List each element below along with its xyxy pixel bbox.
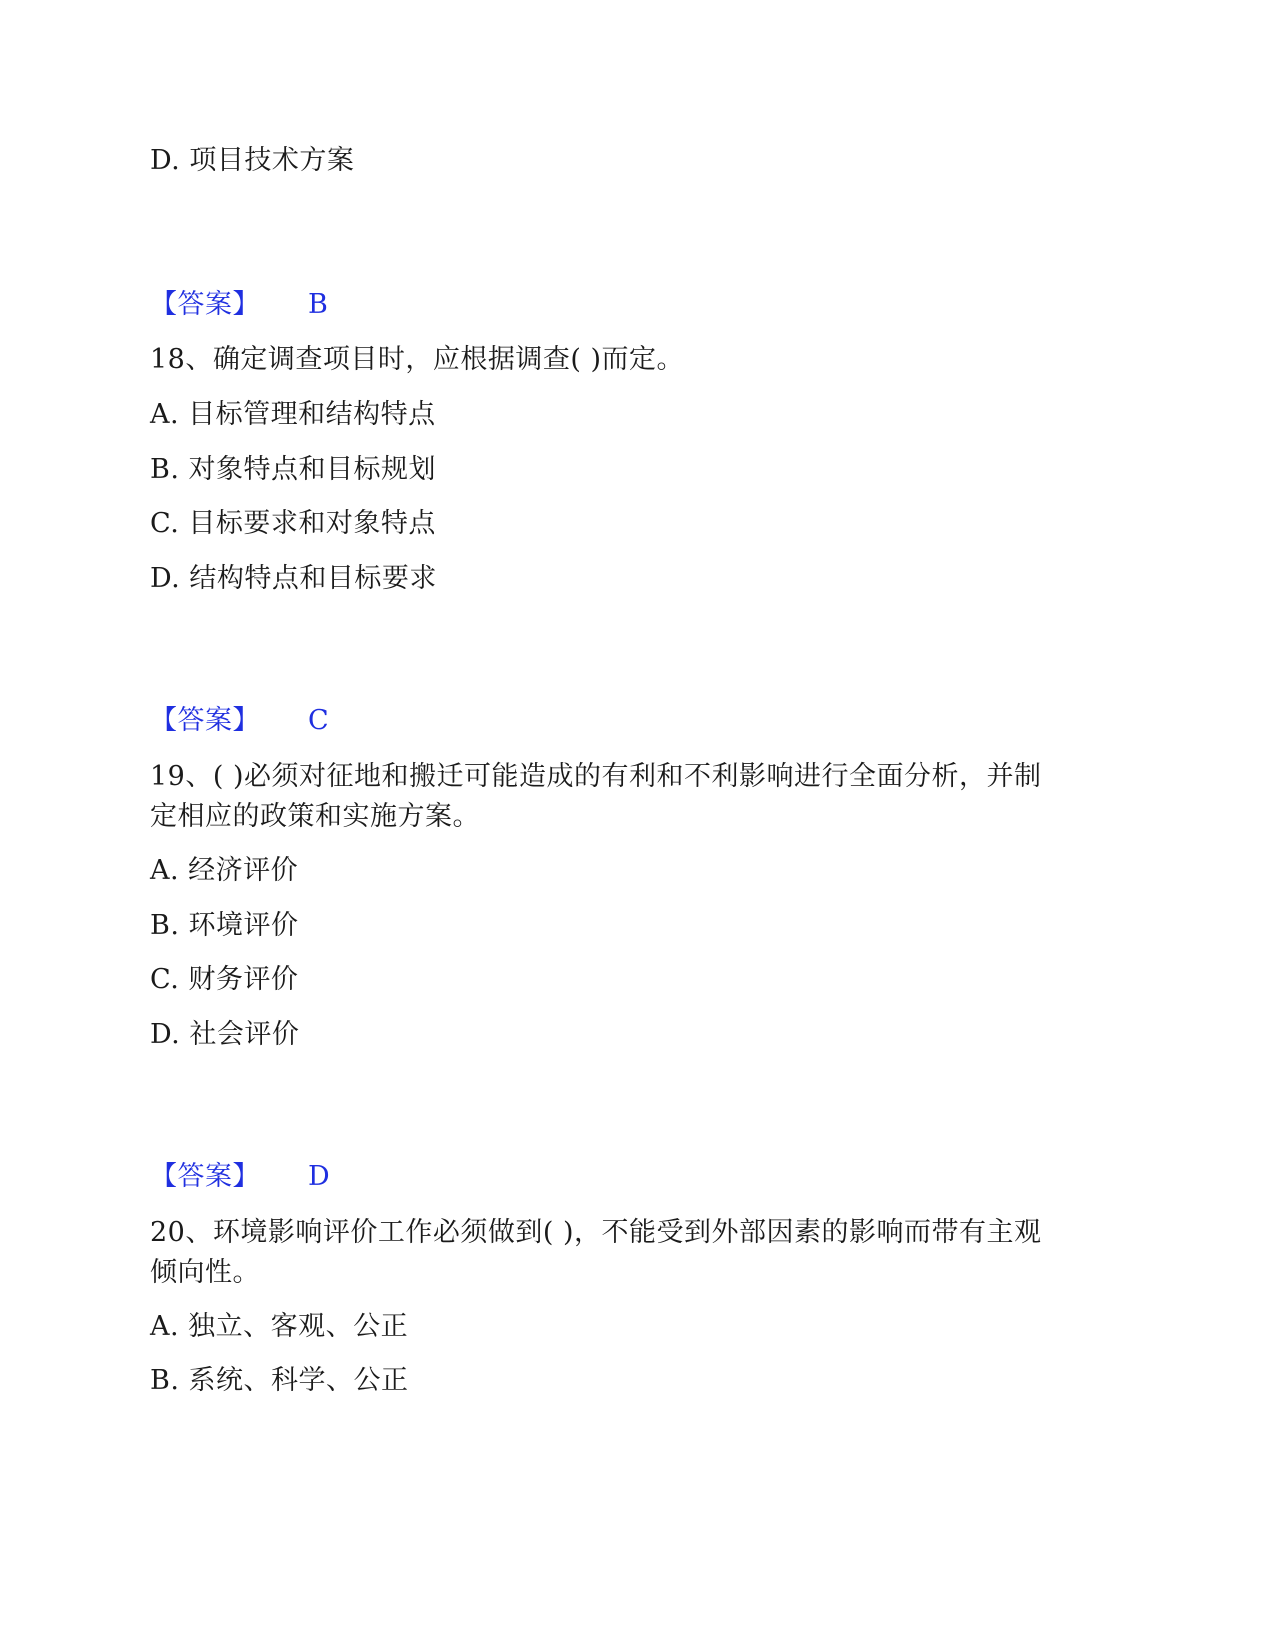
- answer-value: C: [308, 705, 330, 736]
- q19-option-c: C. 财务评价: [150, 964, 299, 995]
- q18-option-c: C. 目标要求和对象特点: [150, 508, 436, 539]
- q20-stem-line2: 倾向性。: [150, 1257, 260, 1288]
- q18-answer: [150, 704, 330, 738]
- q19-option-d: D. 社会评价: [150, 1019, 300, 1050]
- q18-option-d: D. 结构特点和目标要求: [150, 563, 437, 594]
- q19-stem-line2: 定相应的政策和实施方案。: [150, 801, 480, 832]
- answer-label: 【答案】: [150, 289, 260, 320]
- q19-stem-line1: 19、( )必须对征地和搬迁可能造成的有利和不利影响进行全面分析，并制: [150, 761, 1042, 792]
- answer-value: D: [308, 1161, 331, 1192]
- q19-option-b: B. 环境评价: [150, 910, 299, 941]
- answer-label: 【答案】: [150, 1161, 260, 1192]
- q18-option-a: A. 目标管理和结构特点: [150, 399, 436, 430]
- q18-option-b: B. 对象特点和目标规划: [150, 454, 437, 485]
- q20-stem-line1: 20、环境影响评价工作必须做到( )，不能受到外部因素的影响而带有主观: [150, 1217, 1042, 1248]
- q19-option-a: A. 经济评价: [150, 855, 299, 886]
- q19-answer: [150, 1160, 331, 1194]
- answer-label: 【答案】: [150, 705, 260, 736]
- prev-answer: [150, 288, 329, 322]
- prev-option-d: D. 项目技术方案: [150, 145, 355, 176]
- q18-stem: 18、确定调查项目时，应根据调查( )而定。: [150, 344, 685, 375]
- q20-option-a: A. 独立、客观、公正: [150, 1311, 409, 1342]
- answer-value: B: [308, 289, 329, 320]
- q20-option-b: B. 系统、科学、公正: [150, 1365, 409, 1396]
